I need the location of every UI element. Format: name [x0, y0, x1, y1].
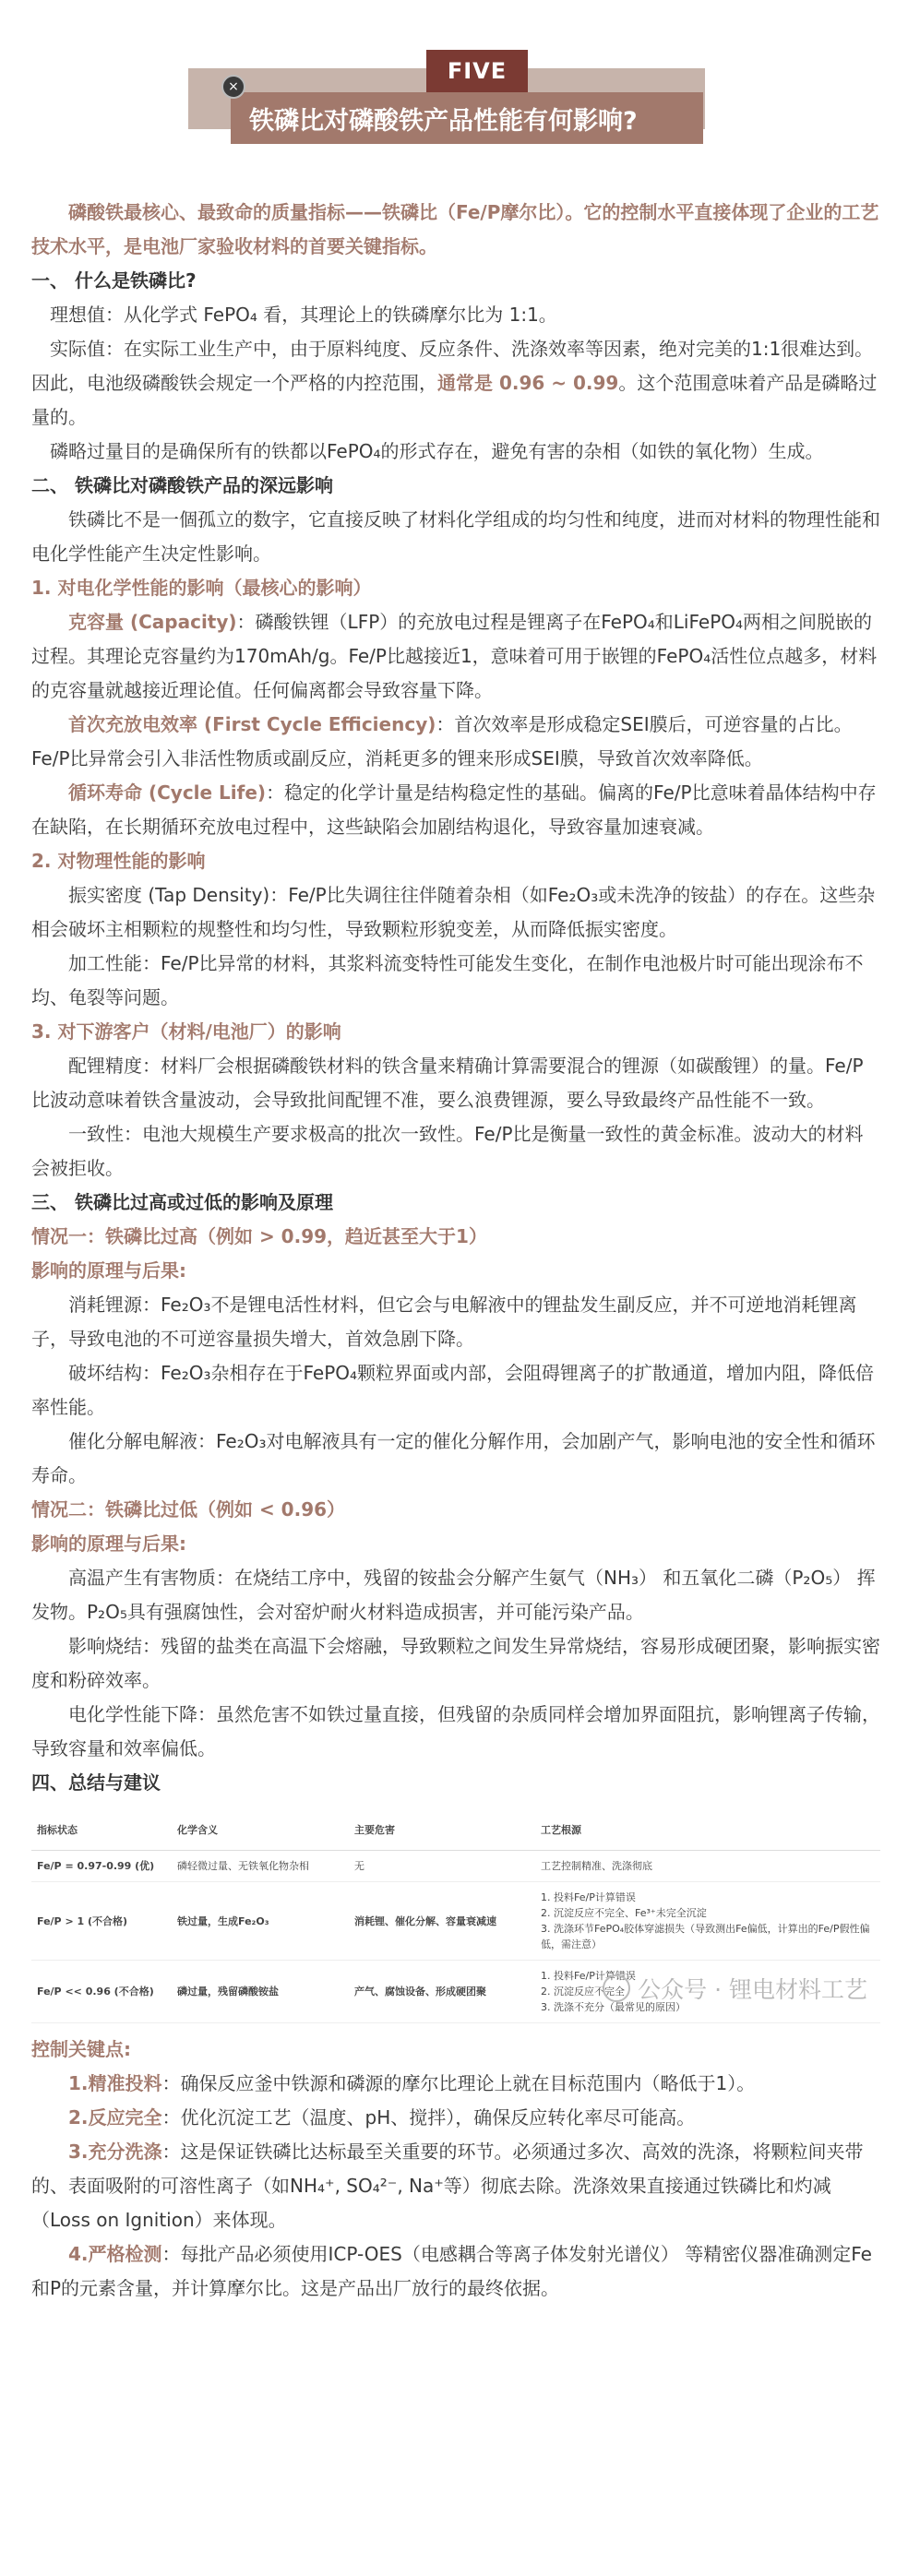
table-cell: 无 — [349, 1851, 535, 1882]
text: ：磷酸铁锂（LFP）的充放电过程是锂离子在FePO₄和LiFePO₄两相之间脱嵌的过程。其理论克容量约为170mAh/g。Fe/P比越接近1，意味着可用于嵌锂的FePO₄活性位点越多，材料的克容量就越接近理论值。任何偏离都会导致容量下降。 — [31, 611, 878, 701]
subheading: 1. 对电化学性能的影响（最核心的影响） — [31, 577, 372, 599]
subheading: 2. 对物理性能的影响 — [31, 850, 206, 872]
para: 电化学性能下降：虽然危害不如铁过量直接，但残留的杂质同样会增加界面阻抗，影响锂离子传输，导致容量和效率偏低。 — [31, 1703, 880, 1759]
para: 铁磷比不是一個孤立的数字，它直接反映了材料化学组成的均匀性和纯度，进而对材料的物理性能和电化学性能产生决定性影响。 — [31, 508, 880, 565]
text: ：优化沉淀工艺（温度、pH、搅拌），确保反应转化率尽可能高。 — [161, 2106, 696, 2129]
table-cell: 产气、腐蚀设备、形成硬团聚 — [349, 1961, 535, 2023]
para — [31, 332, 880, 435]
heading-3: 三、 铁磷比过高或过低的影响及原理 — [31, 1191, 333, 1213]
col-header: 指标状态 — [31, 1809, 172, 1851]
section-header — [0, 0, 908, 175]
term: 循环寿命 (Cycle Life) — [68, 781, 267, 804]
para: 催化分解电解液：Fe₂O₃对电解液具有一定的催化分解作用，会加剧产气，影响电池的安全性和循环寿命。 — [31, 1430, 876, 1486]
case-title: 情况二：铁磷比过低（例如 < 0.96） — [31, 1498, 346, 1521]
table-cell: 1. 投料Fe/P计算错误 2. 沉淀反应不完全、Fe³⁺未完全沉淀 3. 洗涤环节FePO₄胶体穿滤损失（导致测出Fe偏低，计算出的Fe/P假性偏低，需注意） — [535, 1882, 880, 1961]
col-header: 主要危害 — [349, 1809, 535, 1851]
col-header: 工艺根源 — [535, 1809, 880, 1851]
section-number-tag: FIVE — [426, 50, 528, 92]
table-cell: 铁过量，生成Fe₂O₃ — [172, 1882, 349, 1961]
col-header: 化学含义 — [172, 1809, 349, 1851]
text: 。这个范围意味着产品是磷略过量的。 — [31, 372, 878, 428]
case-title: 情况一：铁磷比过高（例如 > 0.99，趋近甚至大于1） — [31, 1225, 487, 1247]
wechat-icon — [603, 1974, 630, 2002]
para — [31, 708, 880, 776]
para: 配锂精度：材料厂会根据磷酸铁材料的铁含量来精确计算需要混合的锂源（如碳酸锂）的量。Fe/P比波动意味着铁含量波动，会导致批间配锂不准，要么浪费锂源，要么导致最终产品性能不一致。 — [31, 1055, 864, 1111]
term: 3.充分洗涤 — [68, 2141, 162, 2163]
table-cell: 1. 投料Fe/P计算错误 2. 沉淀反应不完全 3. 洗涤不充分（最常见的原因） — [535, 1961, 880, 2023]
table-row — [31, 1851, 880, 1882]
para — [31, 776, 880, 844]
term: 4.严格检测 — [68, 2243, 162, 2265]
text: ：每批产品必须使用ICP-OES（电感耦合等离子体发射光谱仪） 等精密仪器准确测定Fe和P的元素含量，并计算摩尔比。这是产品出厂放行的最终依据。 — [31, 2243, 872, 2299]
table-cell: Fe/P << 0.96 (不合格) — [31, 1961, 172, 2023]
para: 高温产生有害物质：在烧结工序中，残留的铵盐会分解产生氨气（NH₃） 和五氧化二磷（P₂O₅） 挥发物。P₂O₅具有强腐蚀性，会对窑炉耐火材料造成损害，并可能污染产品。 — [31, 1567, 876, 1623]
para: 磷略过量目的是确保所有的铁都以FePO₄的形式存在，避免有害的杂相（如铁的氧化物）生成。 — [50, 440, 824, 462]
heading-2: 二、 铁磷比对磷酸铁产品的深远影响 — [31, 474, 333, 496]
term: 克容量 (Capacity) — [68, 611, 237, 633]
table-cell: 磷过量，残留磷酸铵盐 — [172, 1961, 349, 2023]
key-points-heading: 控制关键点: — [31, 2038, 131, 2060]
para: 破坏结构：Fe₂O₃杂相存在于FePO₄颗粒界面或内部，会阻碍锂离子的扩散通道，增加内阻，降低倍率性能。 — [31, 1362, 875, 1418]
article-body — [31, 196, 880, 2306]
para — [31, 2237, 880, 2306]
watermark-text: 公众号 · 锂电材料工艺 — [638, 1976, 867, 2003]
term: 2.反应完全 — [68, 2106, 162, 2129]
table-cell: Fe/P = 0.97-0.99 (优) — [31, 1851, 172, 1882]
para: 影响烧结：残留的盐类在高温下会熔融，导致颗粒之间发生异常烧结，容易形成硬团聚，影响振实密度和粉碎效率。 — [31, 1635, 880, 1691]
highlight: 通常是 0.96 ~ 0.99 — [437, 372, 619, 394]
para — [31, 2135, 880, 2237]
text: ：确保反应釜中铁源和磷源的摩尔比理论上就在目标范围内（略低于1）。 — [161, 2072, 756, 2094]
para: 消耗锂源：Fe₂O₃不是锂电活性材料，但它会与电解液中的锂盐发生副反应，并不可逆地消耗锂离子，导致电池的不可逆容量损失增大，首效急剧下降。 — [31, 1294, 857, 1350]
term: 1.精准投料 — [68, 2072, 162, 2094]
para: 一致性：电池大规模生产要求极高的批次一致性。Fe/P比是衡量一致性的黄金标准。波动大的材料会被拒收。 — [31, 1123, 864, 1179]
intro-paragraph: 磷酸铁最核心、最致命的质量指标——铁磷比（Fe/P摩尔比）。它的控制水平直接体现了企业的工艺技术水平，是电池厂家验收材料的首要关键指标。 — [31, 201, 879, 257]
para: 理想值：从化学式 FePO₄ 看，其理论上的铁磷摩尔比为 1:1。 — [50, 304, 557, 326]
table-cell: 消耗锂、催化分解、容量衰减速 — [349, 1882, 535, 1961]
principle-label: 影响的原理与后果: — [31, 1259, 186, 1282]
table-header-row — [31, 1809, 880, 1851]
para: 振实密度 (Tap Density)：Fe/P比失调往往伴随着杂相（如Fe₂O₃或未洗净的铵盐）的存在。这些杂相会破坏主相颗粒的规整性和均匀性，导致颗粒形貌变差，从而降低振实密度。 — [31, 884, 876, 940]
table-cell: Fe/P > 1 (不合格) — [31, 1882, 172, 1961]
text: 实际值：在实际工业生产中，由于原料纯度、反应条件、洗涤效率等因素，绝对完美的1:1很难达到。因此，电池级磷酸铁会规定一个严格的内控范围， — [31, 338, 874, 394]
subheading: 3. 对下游客户（材料/电池厂）的影响 — [31, 1020, 341, 1043]
table-row — [31, 1882, 880, 1961]
heading-4: 四、总结与建议 — [31, 1771, 161, 1794]
table-wrapper — [31, 1809, 880, 2023]
table-cell: 磷轻微过量、无铁氧化物杂相 — [172, 1851, 349, 1882]
term: 首次充放电效率 (First Cycle Efficiency) — [68, 713, 436, 735]
heading-1: 一、 什么是铁磷比? — [31, 269, 197, 292]
para: 加工性能：Fe/P比异常的材料，其浆料流变特性可能发生变化，在制作电池极片时可能出现涂布不均、龟裂等问题。 — [31, 952, 864, 1008]
para — [31, 2101, 880, 2135]
text: ：首次效率是形成稳定SEI膜后，可逆容量的占比。Fe/P比异常会引入非活性物质或副反应，消耗更多的锂来形成SEI膜，导致首次效率降低。 — [31, 713, 853, 769]
section-title: 铁磷比对磷酸铁产品性能有何影响? — [231, 92, 703, 144]
text: ：稳定的化学计量是结构稳定性的基础。偏离的Fe/P比意味着晶体结构中存在缺陷，在长期循环充放电过程中，这些缺陷会加剧结构退化，导致容量加速衰减。 — [31, 781, 877, 838]
text: ：这是保证铁磷比达标最至关重要的环节。必须通过多次、高效的洗涤，将颗粒间夹带的、表面吸附的可溶性离子（如NH₄⁺, SO₄²⁻, Na⁺等）彻底去除。洗涤效果直接通过铁磷比和灼减（Loss on Ignition）来体现。 — [31, 2141, 864, 2231]
table-cell: 工艺控制精准、洗涤彻底 — [535, 1851, 880, 1882]
close-icon: × — [221, 75, 245, 99]
para — [31, 2067, 880, 2101]
watermark — [603, 1972, 867, 2005]
para — [31, 605, 880, 708]
principle-label: 影响的原理与后果: — [31, 1532, 186, 1555]
